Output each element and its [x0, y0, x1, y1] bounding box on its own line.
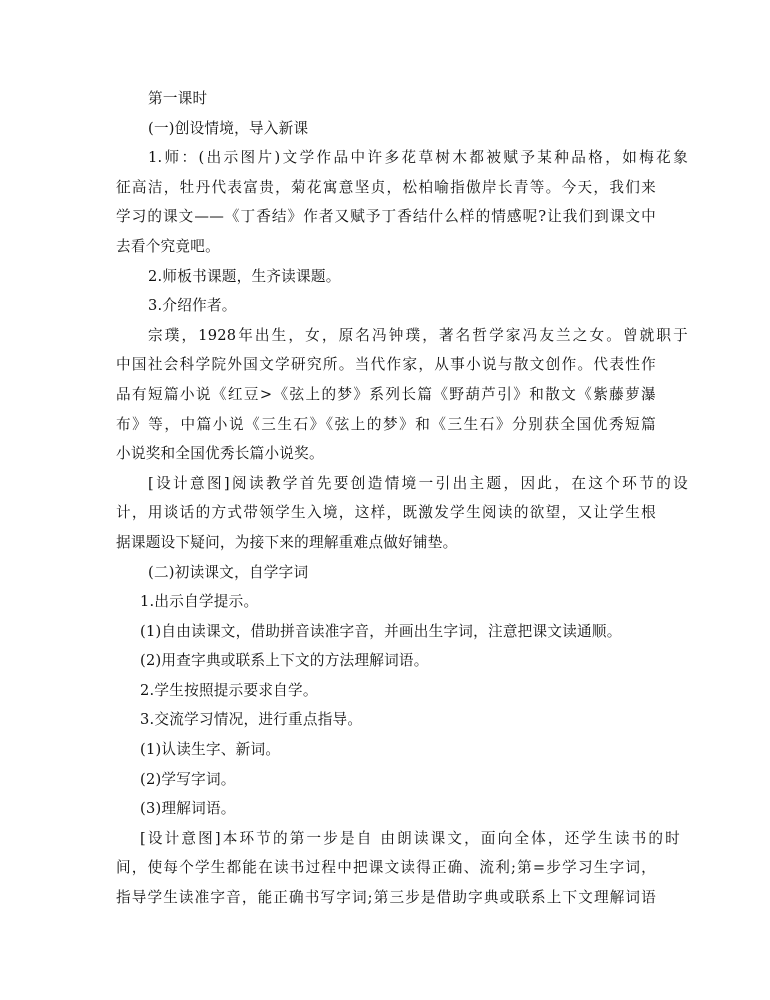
- paragraph-line: 去看个究竟吧。: [116, 237, 220, 255]
- paragraph-line: 中国社会科学院外国文学研究所。当代作家，从事小说与散文创作。代表性作: [116, 356, 656, 374]
- paragraph-line: 品有短篇小说《红豆>《弦上的梦》系列长篇《野葫芦引》和散文《紫藤萝瀑: [116, 385, 656, 403]
- lesson-heading: 第一课时: [148, 90, 208, 107]
- list-item: (2)用查字典或联系上下文的方法理解词语。: [140, 652, 429, 670]
- list-item: (1)认读生字、新词。: [140, 741, 281, 759]
- list-item: (2)学写字词。: [140, 770, 236, 788]
- document-page: [116, 84, 688, 913]
- paragraph-line: 宗璞，1928年出生，女，原名冯钟璞，著名哲学家冯友兰之女。曾就职于: [148, 326, 688, 344]
- list-item: 2.学生按照提示要求自学。: [140, 681, 318, 699]
- paragraph-line: 征高洁，牡丹代表富贵，菊花寓意坚贞，松柏喻指傲岸长青等。今天，我们来: [116, 178, 656, 196]
- list-item: (1)自由读课文，借助拼音读准字音，并画出生字词，注意把课文读通顺。: [140, 622, 622, 640]
- design-intent-line: 计，用谈话的方式带领学生入境，这样，既激发学生阅读的欲望，又让学生根: [116, 504, 656, 522]
- list-item: 2.师板书课题，生齐读课题。: [148, 267, 341, 285]
- section-heading: (一)创设情境，导入新课: [148, 119, 309, 137]
- section-heading: (二)初读课文，自学字词: [148, 563, 309, 581]
- paragraph-line: 1.师：(出示图片)文学作品中许多花草树木都被赋予某种品格，如梅花象: [148, 149, 688, 167]
- design-intent-line: 指导学生读准字音，能正确书写字词;第三步是借助字典或联系上下文理解词语: [116, 889, 656, 907]
- design-intent-line: 间，使每个学生都能在读书过程中把课文读得正确、流利;第=步学习生字词，: [116, 859, 656, 877]
- design-intent-line: 据课题设下疑问，为接下来的理解重难点做好铺垫。: [116, 533, 458, 551]
- list-item: 3.介绍作者。: [148, 297, 237, 315]
- list-item: (3)理解词语。: [140, 800, 236, 818]
- design-intent-line: [设计意图]阅读教学首先要创造情境一引出主题，因此，在这个环节的设: [148, 474, 688, 492]
- paragraph-line: 学习的课文——《丁香结》作者又赋予丁香结什么样的情感呢?让我们到课文中: [116, 208, 656, 226]
- design-intent-line: [设计意图]本环节的第一步是自 由朗读课文，面向全体，还学生读书的时: [140, 829, 680, 847]
- paragraph-line: 小说奖和全国优秀长篇小说奖。: [116, 445, 324, 463]
- list-item: 1.出示自学提示。: [140, 593, 259, 611]
- list-item: 3.交流学习情况，进行重点指导。: [140, 711, 363, 729]
- paragraph-line: 布》等，中篇小说《三生石》《弦上的梦》和《三生石》分别获全国优秀短篇: [116, 415, 656, 433]
